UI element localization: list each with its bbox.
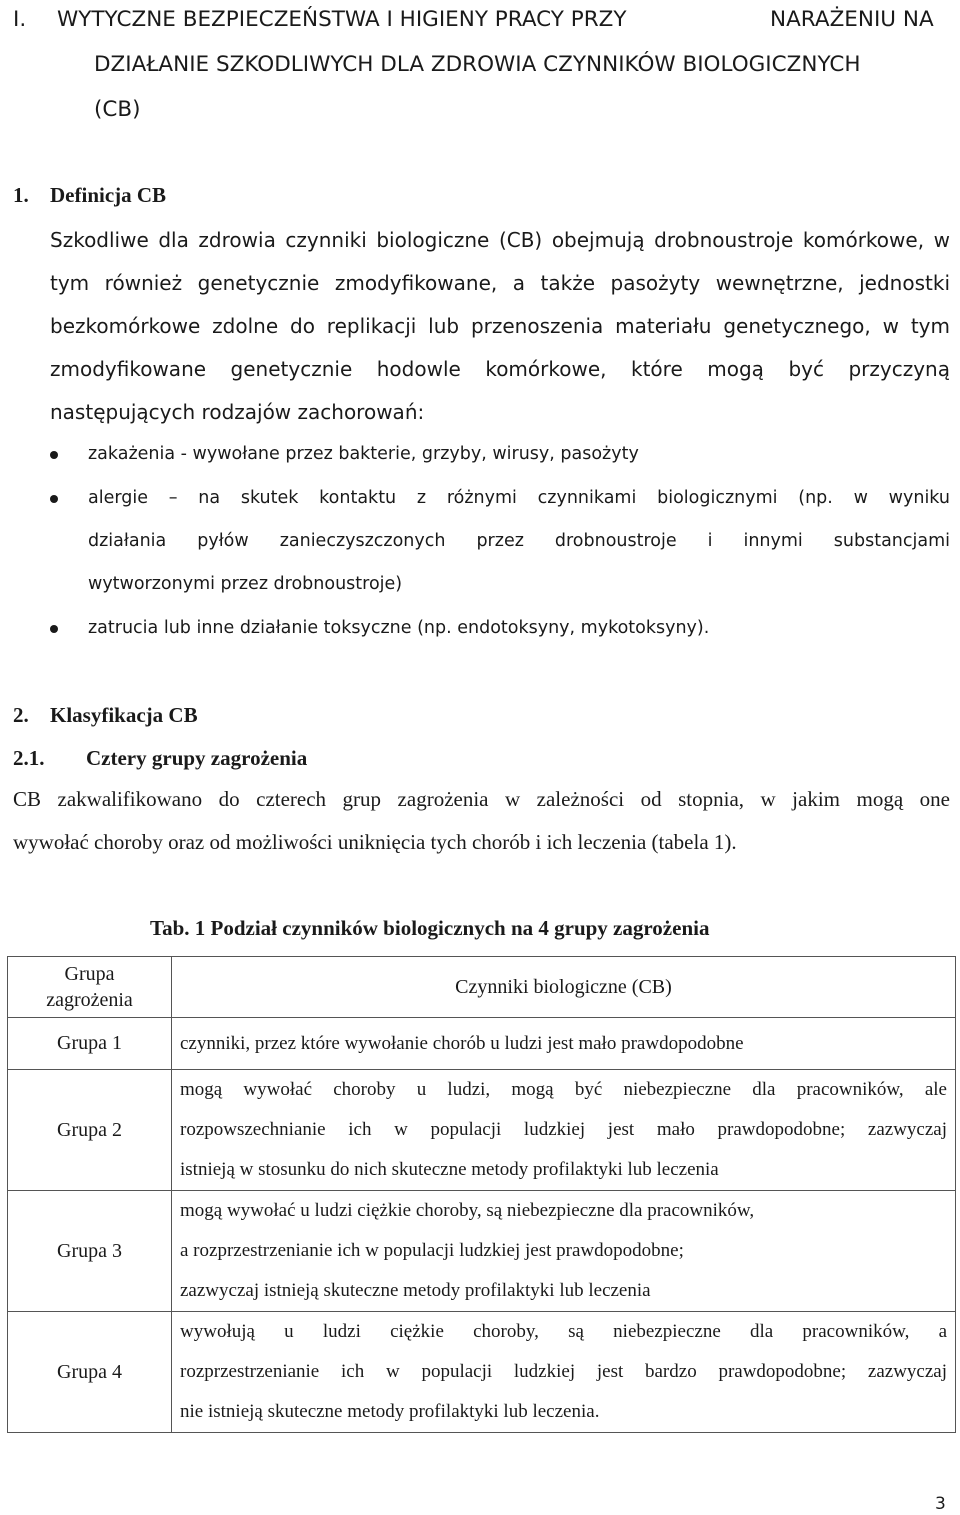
bullet-text-line: działania pyłów zanieczyszczonych przez drobnoustroje i innymi substancjami bbox=[88, 531, 950, 551]
agents-line: mogą wywołać u ludzi ciężkie choroby, są niebezpieczne dla pracowników, bbox=[180, 1200, 755, 1221]
group-cell: Grupa 2 bbox=[8, 1070, 172, 1191]
table-row bbox=[8, 1312, 956, 1433]
group-cell: Grupa 1 bbox=[8, 1018, 172, 1070]
agents-cell bbox=[172, 1018, 956, 1070]
bullet-text: zatrucia lub inne działanie toksyczne (np. endotoksyny, mykotoksyny). bbox=[88, 618, 710, 638]
agents-line: mogą wywołać choroby u ludzi, mogą być niebezpieczne dla pracowników, ale bbox=[180, 1079, 947, 1100]
bullet-item bbox=[50, 433, 950, 476]
bullet-text-line: wytworzonymi przez drobnoustroje) bbox=[88, 574, 403, 594]
agents-line: a rozprzestrzenianie ich w populacji ludzkiej jest prawdopodobne; bbox=[180, 1240, 684, 1261]
table-row bbox=[8, 1018, 956, 1070]
group-cell: Grupa 3 bbox=[8, 1191, 172, 1312]
chapter-title-line2: DZIAŁANIE SZKODLIWYCH DLA ZDROWIA CZYNNIKÓW BIOLOGICZNYCH bbox=[94, 52, 861, 77]
group-cell: Grupa 4 bbox=[8, 1312, 172, 1433]
agents-line: czynniki, przez które wywołanie chorób u ludzi jest mało prawdopodobne bbox=[180, 1032, 744, 1054]
paragraph-line: następujących rodzajów zachorowań: bbox=[50, 400, 425, 424]
agents-cell bbox=[172, 1312, 956, 1433]
chapter-title-line3: (CB) bbox=[94, 97, 141, 122]
chapter-title-line1-end: NARAŻENIU NA bbox=[770, 7, 934, 32]
bullet-text-line: alergie – na skutek kontaktu z różnymi czynnikami biologicznymi (np. w wyniku bbox=[88, 488, 950, 508]
section2-1-number: 2.1. bbox=[13, 746, 45, 770]
agents-line: rozprzestrzenianie ich w populacji ludzkiej jest bardzo prawdopodobne; zazwyczaj bbox=[180, 1361, 947, 1382]
paragraph-line: Szkodliwe dla zdrowia czynniki biologiczne (CB) obejmują drobnoustroje komórkowe, w bbox=[50, 228, 950, 252]
paragraph-line: CB zakwalifikowano do czterech grup zagrożenia w zależności od stopnia, w jakim mogą one bbox=[13, 787, 950, 811]
bullet-item bbox=[50, 477, 950, 606]
page-number: 3 bbox=[935, 1494, 946, 1514]
bullet-dot-icon bbox=[50, 451, 58, 459]
header-group-cell bbox=[8, 957, 172, 1018]
agents-line: istnieją w stosunku do nich skuteczne metody profilaktyki lub leczenia bbox=[180, 1159, 719, 1180]
table-row bbox=[8, 1070, 956, 1191]
paragraph-line: bezkomórkowe zdolne do replikacji lub przenoszenia materiału genetycznego, w tym bbox=[50, 314, 950, 338]
table-caption: Tab. 1 Podział czynników biologicznych na 4 grupy zagrożenia bbox=[150, 916, 710, 940]
agents-line: nie istnieją skuteczne metody profilaktyki lub leczenia. bbox=[180, 1401, 600, 1422]
paragraph-line: tym również genetycznie zmodyfikowane, a także pasożyty wewnętrzne, jednostki bbox=[50, 271, 950, 295]
agents-cell bbox=[172, 1070, 956, 1191]
paragraph-line: wywołać choroby oraz od możliwości uniknięcia tych chorób i ich leczenia (tabela 1). bbox=[13, 830, 737, 854]
paragraph-line: zmodyfikowane genetycznie hodowle komórkowe, które mogą być przyczyną bbox=[50, 357, 950, 381]
hazard-groups-table bbox=[7, 956, 956, 1433]
bullet-dot-icon bbox=[50, 625, 58, 633]
chapter-number: I. bbox=[13, 7, 27, 32]
agents-line: rozpowszechnianie ich w populacji ludzkiej jest mało prawdopodobne; zazwyczaj bbox=[180, 1119, 947, 1140]
chapter-title-line1: WYTYCZNE BEZPIECZEŃSTWA I HIGIENY PRACY PRZY bbox=[57, 7, 627, 32]
section1-number: 1. bbox=[13, 183, 29, 207]
section2-number: 2. bbox=[13, 703, 29, 727]
header-group-line2: zagrożenia bbox=[46, 989, 133, 1011]
bullet-item bbox=[50, 607, 950, 650]
bullet-text: zakażenia - wywołane przez bakterie, grzyby, wirusy, pasożyty bbox=[88, 444, 639, 464]
section1-paragraph bbox=[50, 219, 950, 434]
table-header-row bbox=[8, 957, 956, 1018]
header-group-line1: Grupa bbox=[64, 963, 115, 985]
agents-cell bbox=[172, 1191, 956, 1312]
agents-line: wywołują u ludzi ciężkie choroby, są niebezpieczne dla pracowników, a bbox=[180, 1321, 947, 1342]
table-row bbox=[8, 1191, 956, 1312]
section2-title: Klasyfikacja CB bbox=[50, 703, 198, 727]
section1-title: Definicja CB bbox=[50, 183, 167, 207]
header-agents-cell: Czynniki biologiczne (CB) bbox=[172, 957, 956, 1018]
section2-paragraph bbox=[13, 778, 950, 864]
bullet-dot-icon bbox=[50, 495, 58, 503]
agents-line: zazwyczaj istnieją skuteczne metody profilaktyki lub leczenia bbox=[180, 1280, 651, 1301]
section2-1-title: Cztery grupy zagrożenia bbox=[86, 746, 308, 770]
